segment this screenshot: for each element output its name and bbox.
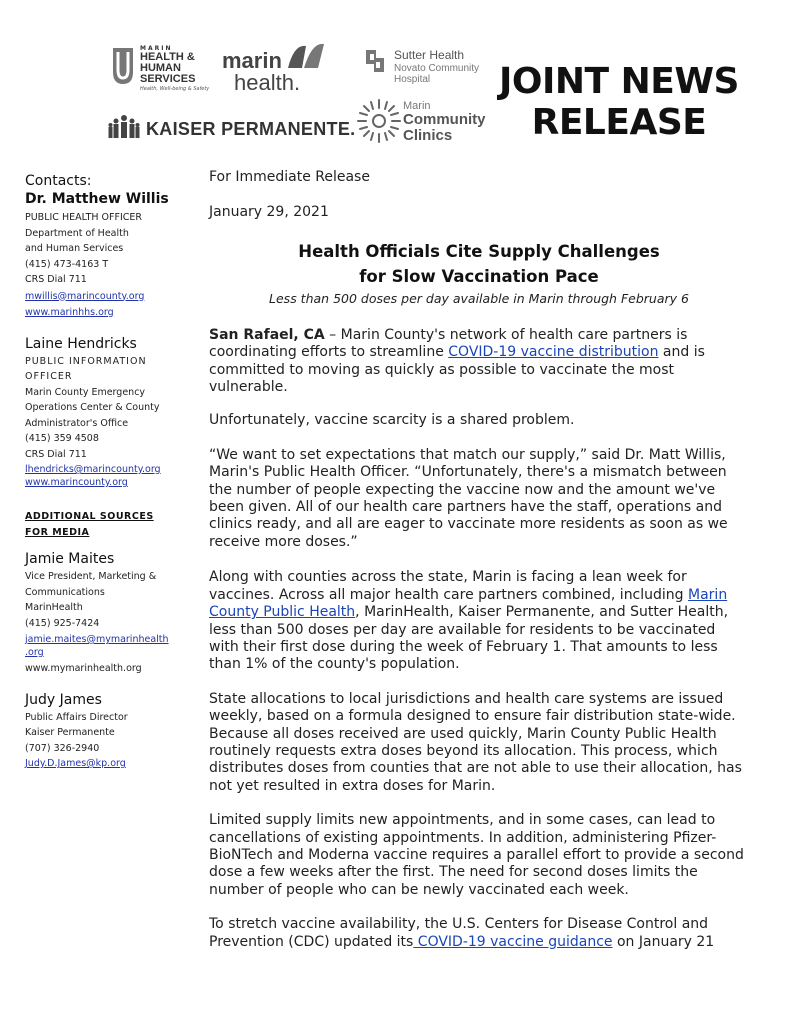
marinhealth-word-1: marin bbox=[222, 48, 282, 73]
paragraph-7: To stretch vaccine availability, the U.S. Centers for Disease Control and Prevention (CDC) updated its COVID-19 vaccine guidance on January 21 bbox=[209, 916, 715, 950]
contact-line: Administrator's Office bbox=[25, 417, 129, 429]
contact-website-link[interactable]: www.marincounty.org bbox=[25, 477, 128, 488]
contact-name: Laine Hendricks bbox=[25, 335, 137, 352]
marinhealth-swoosh-icon bbox=[284, 40, 326, 70]
marinhealth-logo bbox=[222, 40, 332, 95]
contact-line: (415) 925-7424 bbox=[25, 617, 100, 629]
sutter-health-name: Sutter Health bbox=[394, 48, 465, 62]
contact-name: Judy James bbox=[25, 691, 102, 708]
contact-email-link[interactable]: lhendricks@marincounty.org bbox=[25, 464, 161, 475]
covid-vaccine-distribution-link[interactable]: COVID-19 vaccine distribution bbox=[448, 344, 659, 361]
contact-line: Kaiser Permanente bbox=[25, 727, 115, 738]
covid-vaccine-guidance-link[interactable]: COVID-19 vaccine guidance bbox=[413, 933, 613, 950]
marin-community-clinics-logo bbox=[356, 98, 496, 152]
kaiser-figures-icon bbox=[108, 114, 140, 140]
subhead: Less than 500 doses per day available in Marin through February 6 bbox=[269, 290, 689, 306]
contact-email-link[interactable]: mwillis@marincounty.org bbox=[25, 290, 145, 302]
marinhealth-word-2: health. bbox=[234, 70, 301, 95]
contact-block-maites bbox=[25, 550, 190, 677]
mcc-sunburst-icon bbox=[356, 98, 402, 144]
contact-line: Communications bbox=[25, 586, 105, 598]
contact-line: Marin County Emergency bbox=[25, 386, 146, 398]
paragraph-1: San Rafael, CA – Marin County's network of health care partners is coordinating efforts to streamline COVID-19 vaccine distribution and is committed to moving as quickly as possible to vaccinate the most vulnerable. bbox=[209, 326, 705, 396]
contacts-label: Contacts: bbox=[25, 173, 92, 189]
contact-line: PUBLIC HEALTH OFFICER bbox=[25, 212, 142, 223]
contact-line: Vice President, Marketing & bbox=[25, 571, 157, 582]
paragraph-3: “We want to set expectations that match our supply,” said Dr. Matt Willis, Marin's Public Health Officer. “Unfortunately, there's a mismatch between the number of people expecting the vaccine now and the amount we've been given. All of our health care partners have the staff, operations and clinics ready, and all are eager to vaccinate more residents as soon as we receive more doses.” bbox=[209, 446, 728, 550]
paragraph-4: Along with counties across the state, Marin is facing a lean week for vaccines. Across all major health care partners combined, including Marin County Public Health, MarinHealth, Kaiser Permanente, and Sutter Health, less than 500 doses per day are available for residents to be vaccinated with their first dose during the week of February 1. That amounts to less than 1% of the county's population. bbox=[209, 569, 729, 673]
sutter-health-mark-icon bbox=[360, 46, 390, 76]
hhs-tagline: Health, Well-being & Safety bbox=[140, 86, 210, 92]
paragraph-5: State allocations to local jurisdictions and health care systems are issued weekly, based on a formula designed to ensure fair distribution state-wide. Because all doses received are used quickly, Marin County Public Health routinely requests extra doses beyond its allocation. This process, which distributes doses from counties that are not able to use their allocation, has not yet resulted in extra doses for Marin. bbox=[209, 690, 742, 794]
contact-line: OFFICER bbox=[25, 371, 73, 382]
release-date: January 29, 2021 bbox=[209, 204, 329, 221]
release-line: For Immediate Release bbox=[209, 169, 370, 185]
contact-email-link[interactable]: jamie.maites@mymarinhealth .org bbox=[25, 634, 169, 658]
contact-block-hendricks bbox=[25, 335, 190, 490]
paragraph-2: Unfortunately, vaccine scarcity is a shared problem. bbox=[209, 412, 575, 429]
contact-email-link[interactable]: Judy.D.James@kp.org bbox=[25, 758, 126, 769]
contact-name: Jamie Maites bbox=[25, 551, 115, 567]
marin-hhs-mark-icon bbox=[110, 46, 136, 86]
contact-line: CRS Dial 711 bbox=[25, 448, 87, 460]
hhs-name-text: HEALTH & HUMAN SERVICES bbox=[140, 51, 196, 85]
contacts-sidebar bbox=[25, 172, 190, 770]
mcc-name: Community Clinics bbox=[403, 111, 486, 144]
marin-county-public-health-link[interactable]: Marin County Public Health bbox=[209, 586, 728, 621]
contact-line: (415) 359 4508 bbox=[25, 433, 99, 444]
contact-line: MarinHealth bbox=[25, 602, 83, 613]
joint-news-release-title: JOINT NEWS RELEASE bbox=[499, 61, 739, 143]
contact-website: www.mymarinhealth.org bbox=[25, 663, 142, 674]
contact-line: (415) 473-4163 T bbox=[25, 258, 109, 270]
contact-name: Dr. Matthew Willis bbox=[25, 191, 169, 207]
contact-line: and Human Services bbox=[25, 243, 124, 254]
contact-line: Department of Health bbox=[25, 227, 129, 239]
marin-hhs-logo bbox=[110, 44, 210, 94]
contact-website-link[interactable]: www.marinhhs.org bbox=[25, 306, 114, 318]
paragraph-6: Limited supply limits new appointments, and in some cases, can lead to cancellations of existing appointments. In addition, administering Pfizer-BioNTech and Moderna vaccine requires a parallel effort to provide a second dose a few weeks after the first. The need for second doses limits the number of people who can be newly vaccinated each week. bbox=[209, 812, 744, 898]
sutter-health-logo bbox=[360, 46, 490, 90]
kaiser-permanente-name: KAISER PERMANENTE. bbox=[146, 119, 356, 139]
contact-block-james bbox=[25, 691, 190, 771]
contact-line: CRS Dial 711 bbox=[25, 274, 87, 285]
contact-block-willis bbox=[25, 190, 190, 319]
contact-line: Operations Center & County bbox=[25, 402, 160, 413]
headline: Health Officials Cite Supply Challenges for Slow Vaccination Pace bbox=[298, 241, 660, 286]
mcc-marin: Marin bbox=[403, 100, 431, 112]
release-body bbox=[209, 169, 749, 951]
kaiser-permanente-logo bbox=[108, 112, 356, 142]
contact-line: Public Affairs Director bbox=[25, 711, 128, 723]
sutter-health-hospital: Novato Community Hospital bbox=[394, 63, 480, 85]
contact-line: (707) 326-2940 bbox=[25, 742, 100, 754]
hhs-marin-text: MARIN bbox=[140, 45, 173, 52]
additional-sources-heading: ADDITIONAL SOURCES FOR MEDIA bbox=[25, 511, 154, 538]
contact-line: PUBLIC INFORMATION bbox=[25, 355, 147, 367]
